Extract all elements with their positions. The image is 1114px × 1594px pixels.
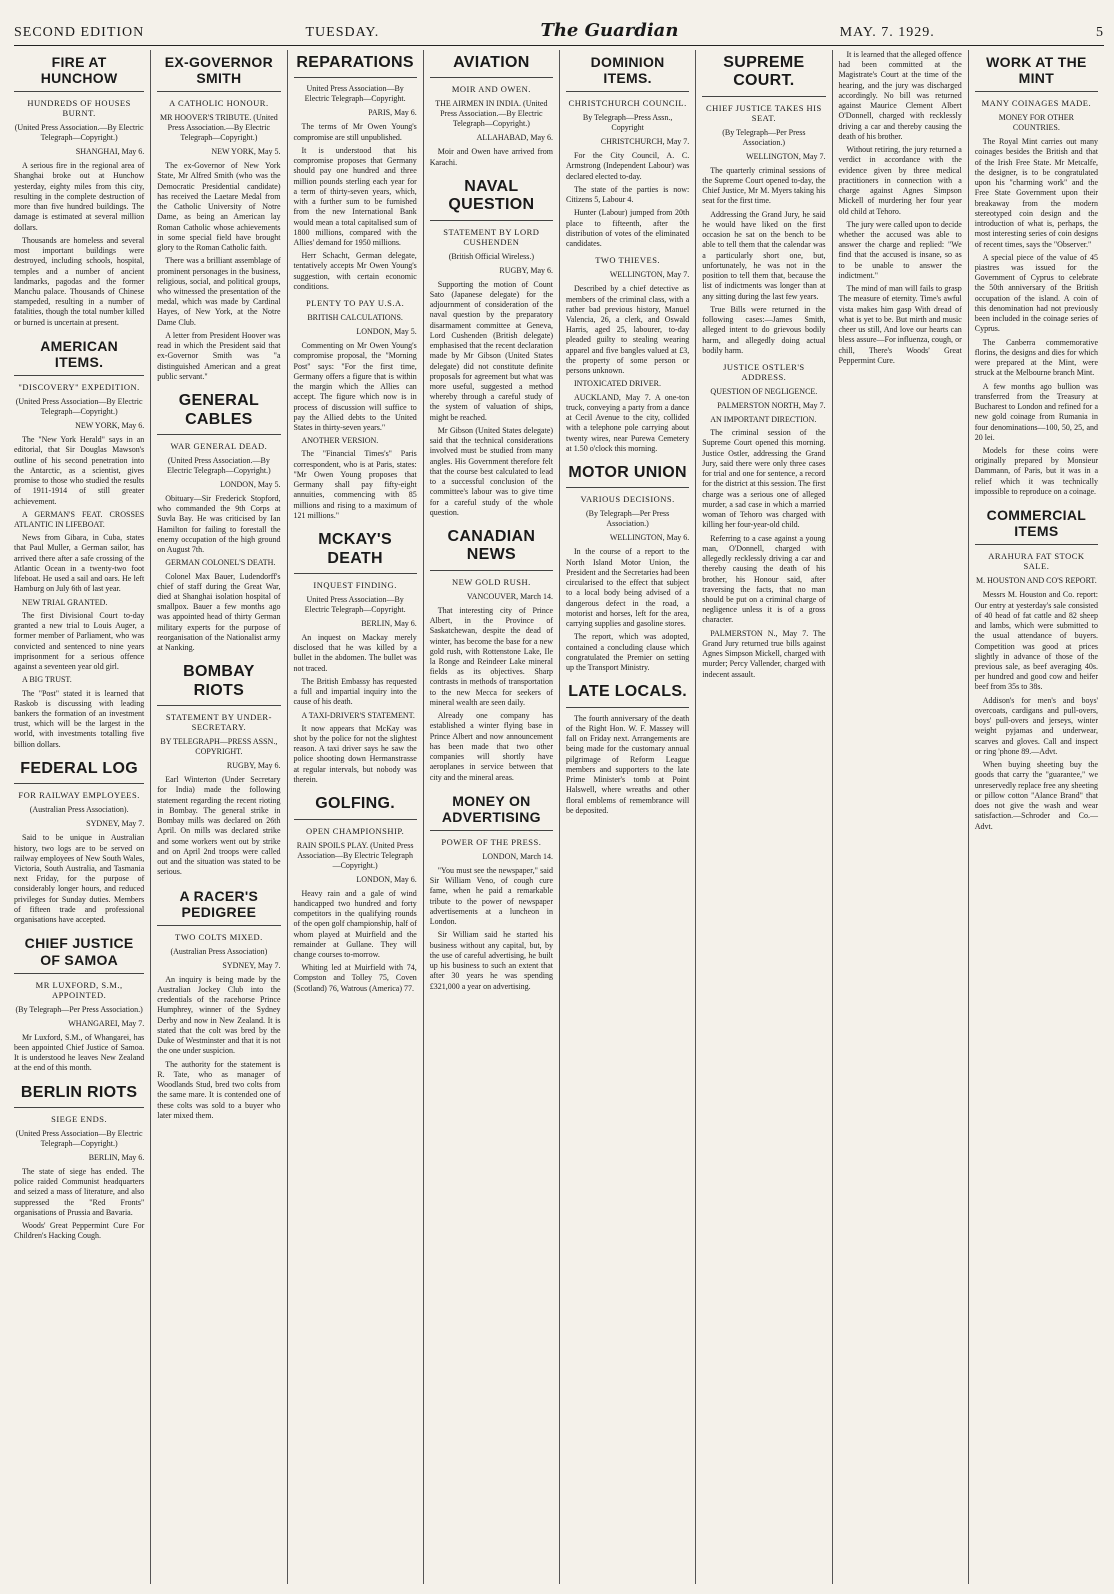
dateline: BERLIN, May 6. xyxy=(88,1152,145,1162)
subheading: FOR RAILWAY EMPLOYEES. xyxy=(18,790,140,801)
paragraph: Thousands are homeless and several most important buildings were destroyed, including schools, hospital, temples and a number of ancient landmarks, pagodas and the former Manchu palace. Thousands of Chinese stampeded, resulting in a number of fatalities, though the total number killed or burned is uncertain at present. xyxy=(14,235,145,327)
credit-line: BY TELEGRAPH—PRESS ASSN., COPYRIGHT. xyxy=(160,737,278,757)
paragraph: The "Financial Times's" Paris correspondent, who is at Paris, states: "Mr Owen Young proposes that Germany shall pay fifty-eight annuities, commencing with 85 millions and rising to a maximum of 121 millions." xyxy=(293,449,417,520)
subheading: CHIEF JUSTICE TAKES HIS SEAT. xyxy=(706,102,822,123)
paragraph: A letter from President Hoover was read in which the President said that ex-Governor Smith was "a distinguished American and a great public servant." xyxy=(157,330,281,381)
date-label: MAY. 7. 1929. xyxy=(839,25,935,40)
masthead xyxy=(14,18,1104,46)
article-body xyxy=(14,161,144,328)
headline: COMMERCIAL ITEMS xyxy=(975,503,1098,545)
dateline: BERLIN, May 6. xyxy=(361,618,417,628)
credit-line: By Telegraph—Press Assn., Copyright xyxy=(582,113,673,133)
dateline: PARIS, May 6. xyxy=(368,108,417,118)
credit-line: (By Telegraph—Per Press Association.) xyxy=(585,509,670,529)
article xyxy=(430,789,553,992)
column-6 xyxy=(695,50,831,1584)
paragraph: Earl Winterton (Under Secretary for India) made the following statement regarding the recent rioting in Bombay. The general strike in Bombay mills was declared on 26th April. On mills was declared strike and some workers went out by strike and on April 2nd troops were called out and the situation was stated to be serious. xyxy=(157,775,281,877)
subheading: MANY COINAGES MADE. xyxy=(981,98,1092,109)
paragraph: A serious fire in the regional area of Shanghai broke out at Hunchow yesterday, eighty miles from this city, resulting in the complete destruction of more than five hundred buildings. The damage is estimated at several million dollars. xyxy=(14,161,145,232)
article-body xyxy=(14,435,144,750)
headline: LATE LOCALS. xyxy=(566,679,689,707)
subheading: JUSTICE OSTLER'S ADDRESS. xyxy=(723,362,805,382)
subheading: VARIOUS DECISIONS. xyxy=(580,494,675,505)
paragraph: "You must see the newspaper," said Sir William Veno, of cough cure fame, when he paid a remarkable tribute to the power of newspaper advertisements at a luncheon in London. xyxy=(429,865,553,927)
headline: BERLIN RIOTS xyxy=(14,1080,144,1108)
credit-line: BRITISH CALCULATIONS. xyxy=(307,313,403,323)
paragraph: Without retiring, the jury returned a verdict in accordance with the evidence given by three medical practitioners in connection with a charge against Agnes Simpson Mickell of murdering her four year old child at Tehoro. xyxy=(838,145,962,216)
subheading: "DISCOVERY" EXPEDITION. xyxy=(18,382,140,393)
article-body xyxy=(14,1033,144,1074)
paragraph: That interesting city of Prince Albert, in the Province of Saskatchewan, despite the dead of winter, has become the base for a new gold rush, with Rottenstone Lake, Ile la Ronge and Reindeer Lake mineral fields as its objectives. Sharp contrasts in methods of transportation to the new Mecca for seekers of mineral wealth are seen daily. xyxy=(429,605,553,707)
article xyxy=(294,791,417,994)
credit-line: United Press Association—By Electric Telegraph—Copyright. xyxy=(304,594,406,614)
article xyxy=(157,388,280,653)
subheading: OPEN CHAMPIONSHIP. xyxy=(305,825,405,836)
credit-line: RAIN SPOILS PLAY. (United Press Association—By Electric Telegraph—Copyright.) xyxy=(296,840,414,870)
subheading: NEW GOLD RUSH. xyxy=(451,576,531,587)
column-7 xyxy=(832,50,968,1584)
paragraph: Models for these coins were originally prepared by Monsieur Dammann, of Paris, but it was in a relief which it was technically impossible to reproduce on a coinage. xyxy=(974,445,1098,496)
dateline: ALLAHABAD, May 6. xyxy=(476,133,553,143)
article xyxy=(14,334,144,750)
subheading: HUNDREDS OF HOUSES BURNT. xyxy=(27,98,131,119)
paragraph: A few months ago bullion was transferred from the Treasury at Bucharest to London and refined for a new gold coinage from Rumania in four denominations—100, 50, 25, and 20 lei. xyxy=(974,381,1098,442)
paragraph: It is understood that his compromise proposes that Germany should pay one hundred and three million pounds sterling each year for a term of thirty-seven years, which, with a further sum to be furnished from the new International Bank would mean a total capitalised sum of 1800 millions, compared with the Allies' demand for 1950 millions. xyxy=(293,145,417,247)
article xyxy=(430,524,553,783)
paragraph: Commenting on Mr Owen Young's compromise proposal, the "Morning Post" says: "For the first time, Germany offers a figure that is within the margin which the Allies can accept. The figure which now is in process of discussion will suffice to pay the Allied debts to the United States in thirty-seven years." xyxy=(293,341,417,433)
subheading: ARAHURA FAT STOCK SALE. xyxy=(988,551,1085,572)
article xyxy=(157,50,280,382)
paragraph: PALMERSTON N., May 7. The Grand Jury returned true bills against Agnes Simpson Mickell, charged with murder; Percy Vallender, charged with indecent assault. xyxy=(702,628,826,679)
dateline: LONDON, May 5. xyxy=(356,327,417,337)
article-body xyxy=(14,1167,144,1242)
paragraph: INTOXICATED DRIVER. xyxy=(574,379,661,389)
paragraph: Colonel Max Bauer, Ludendorff's chief of staff during the Great War, died at Shanghai isolation hospital of smallpox. Bauer a few months ago was appointed head of thirty German military experts for the purpose of reorganisation of the Nationalist army at Nanking. xyxy=(157,571,281,653)
headline: SUPREME COURT. xyxy=(702,50,825,97)
credit-line: THE AIRMEN IN INDIA. (United Press Association.—By Electric Telegraph—Copyright.) xyxy=(435,99,548,129)
dateline: NEW YORK, May 6. xyxy=(75,421,145,431)
article-body xyxy=(157,975,280,1121)
headline: MONEY ON ADVERTISING xyxy=(430,789,553,831)
subheading: POWER OF THE PRESS. xyxy=(441,836,542,847)
dateline: WHANGAREI, May 7. xyxy=(68,1018,145,1028)
paragraph: Messrs M. Houston and Co. report: Our entry at yesterday's sale consisted of 40 head of fat cattle and 82 sheep and lambs, which were submitted to the usual attendance of buyers. Competition was good at prices slightly in advance of those of the previous sale, as beef averaging 40s. per hundred and good cow and heifer beef from 35s to 38s. xyxy=(974,590,1098,692)
paragraph: The mind of man will fails to grasp The measure of eternity. Time's awful vista makes him gasp With dread of what is yet to be. But mirth and music cheer us still, And love our hearts can bless assure—For influenza, cough, or chill, There's Woods' Great Peppermint Cure. xyxy=(838,284,962,365)
article-body xyxy=(566,547,689,673)
article-body xyxy=(430,866,553,992)
headline: NAVAL QUESTION xyxy=(430,174,553,221)
paragraph: AN IMPORTANT DIRECTION. xyxy=(710,415,817,424)
dateline: LONDON, March 14. xyxy=(482,851,553,861)
article-body xyxy=(566,714,689,816)
dateline: PALMERSTON NORTH, May 7. xyxy=(717,401,826,410)
paragraph: Said to be unique in Australian history, two logs are to be served on railway employees of New South Wales, Victoria, South Australia, and Tasmania next Friday, for the purpose of considerably longer hours, and reduced privileges for Sunday duties. Members of fifteen trade and professional organisations have accepted. xyxy=(14,833,145,925)
paragraph: The first Divisional Court to-day granted a new trial to Louis Auger, a former member of Parliament, who was convicted and sentenced to nine years imprisonment for a serious offence against a seventeen year old girl. xyxy=(14,610,145,672)
paragraph: GERMAN COLONEL'S DEATH. xyxy=(165,558,276,568)
dateline: CHRISTCHURCH, May 7. xyxy=(600,137,690,147)
subheading: CHRISTCHURCH COUNCIL. xyxy=(568,98,687,109)
credit-line: MONEY FOR OTHER COUNTRIES. xyxy=(998,113,1074,133)
article-body xyxy=(839,50,962,366)
paragraph: The "New York Herald" says in an editorial, that Sir Douglas Mawson's outline of his second penetration into the Antarctic, as a scientist, gives promise to those who studied the results of 1911-1914 of still greater achievement. xyxy=(14,435,145,506)
paragraph: For the City Council, A. C. Armstrong (Independent Labour) was declared elected to-day. xyxy=(566,151,690,181)
subheading: WAR GENERAL DEAD. xyxy=(170,440,268,451)
paragraph: The jury were called upon to decide whether the accused was able to answer the charge and replied: "We find that the accused is insane, so as to be unable to answer the indictment." xyxy=(838,219,962,280)
article-body xyxy=(702,415,825,680)
article xyxy=(14,50,144,328)
dateline: WELLINGTON, May 7. xyxy=(609,270,690,280)
newspaper-columns xyxy=(14,50,1104,1584)
day-label: TUESDAY. xyxy=(305,25,380,40)
paragraph: A GERMAN'S FEAT. CROSSES ATLANTIC IN LIFEBOAT. xyxy=(14,509,145,529)
headline: WORK AT THE MINT xyxy=(975,50,1098,92)
headline: BOMBAY RIOTS xyxy=(157,659,280,706)
subheading: SIEGE ENDS. xyxy=(51,1113,108,1124)
subheading: A CATHOLIC HONOUR. xyxy=(169,98,269,109)
paragraph: The report, which was adopted, contained a concluding clause which congratulated the Premier on setting up the Transport Ministry. xyxy=(566,632,690,673)
article xyxy=(839,50,962,366)
article-body xyxy=(294,122,417,292)
article xyxy=(975,50,1098,497)
article xyxy=(430,50,553,168)
credit-line: (United Press Association—By Electric Telegraph—Copyright.) xyxy=(15,1128,143,1148)
paragraph: Addison's for men's and boys' overcoats, cardigans and pull-overs, boys' pull-overs and jerseys, winter weight pyjamas and underwear, scarves and gloves. Call and inspect or ring 'phone 89.—Advt. xyxy=(974,695,1098,756)
paragraph: Supporting the motion of Count Sato (Japanese delegate) for the adjournment of consideration of the naval question by the preparatory disarmament committee at Geneva, Lord Cushenden (British delegate) emphasised that the recent declaration made by Mr Gibson (United States delegate) did not constitute definite proposals for agreement but what was more useful, suggested a method whereby through a careful study of the system of valuation of ships, might be reached. xyxy=(429,279,553,422)
paragraph: The terms of Mr Owen Young's compromise are still unpublished. xyxy=(293,122,417,142)
article xyxy=(294,298,417,521)
headline: EX-GOVERNOR SMITH xyxy=(157,50,280,92)
headline: MCKAY'S DEATH xyxy=(294,527,417,574)
subheading: MOIR AND OWEN. xyxy=(451,84,531,95)
paragraph: When buying sheeting buy the goods that carry the "guarantee," we unreservedly replace free any sheeting or pillow cotton "Alance Brand" that does not give the wash and wear satisfaction.—Schroder and Co.—Advt. xyxy=(974,760,1098,831)
article xyxy=(294,50,417,292)
column-4 xyxy=(423,50,559,1584)
dateline: VANCOUVER, March 14. xyxy=(466,591,553,601)
paragraph: It is learned that the alleged offence had been committed at the Magistrate's Court at the time of the hearing, and the jury was discharged accordingly. No bill was returned against Maurice Clement Albert O'Donnell, charged with recklessly driving a car and thereby causing the death of his brother. xyxy=(838,50,962,141)
article-body xyxy=(702,166,825,356)
paragraph: The authority for the statement is R. Tate, who as manager of Woodlands Stud, bred two colts from the same mare. It is contended one of these colts was sold to a buyer who later mixed them. xyxy=(157,1059,281,1120)
article-body xyxy=(157,161,280,382)
paragraph: Addressing the Grand Jury, he said he would have liked on the first occasion he sat on the bench to be able to tell them that the calendar was a particularly short one, but, unfortunately, he was not in the position to tell them that, because the list of indictments was longer than at any sitting during the last few years. xyxy=(702,209,826,301)
paragraph: AUCKLAND, May 7. A one-ton truck, conveying a party from a dance at Cecil Avenue to the city, collided with a telephone pole carrying about twenty wires, near Purewa Cemetery at 1.50 o'clock this morning. xyxy=(566,392,690,453)
paragraph: An inquiry is being made by the Australian Jockey Club into the credentials of the racehorse Prince Humphrey, winner of the Sydney Derby and now in New Zealand. It is stated that the colt was bred by the Duke of Westminster and that it is not the one under suspicion. xyxy=(157,974,281,1056)
dateline: SYDNEY, May 7. xyxy=(222,960,281,970)
headline: MOTOR UNION xyxy=(566,460,689,488)
headline: CHIEF JUSTICE OF SAMOA xyxy=(14,931,144,973)
credit-line: QUESTION OF NEGLIGENCE. xyxy=(710,387,818,396)
article-body xyxy=(14,833,144,925)
credit-line: United Press Association—By Electric Telegraph—Copyright. xyxy=(304,84,406,104)
headline: GENERAL CABLES xyxy=(157,388,280,435)
column-1 xyxy=(14,50,150,1584)
article-body xyxy=(975,590,1098,831)
paragraph: A TAXI-DRIVER'S STATEMENT. xyxy=(301,710,415,720)
subheading: TWO COLTS MIXED. xyxy=(175,931,263,942)
article-body xyxy=(566,151,689,249)
article-body xyxy=(430,280,553,518)
article xyxy=(566,50,689,249)
credit-line: (United Press Association.—By Electric Telegraph—Copyright.) xyxy=(14,123,144,143)
paragraph: News from Gibara, in Cuba, states that Paul Muller, a German sailor, has arrived there after a safe crossing of the Atlantic Ocean in a twenty-two foot lifeboat. He used a sail and oars. He left Hamburg on July 6th of last year. xyxy=(14,533,145,594)
paragraph: Whiting led at Muirfield with 74, Compston and Tolley 75, Coven (Scotland) 76, Watrous (America) 77. xyxy=(293,963,417,993)
dateline: LONDON, May 5. xyxy=(220,479,281,489)
article-body xyxy=(566,284,689,454)
article-body xyxy=(157,775,280,877)
edition-label: SECOND EDITION xyxy=(14,25,145,40)
article-body xyxy=(975,137,1098,497)
article xyxy=(14,1080,144,1242)
headline: A RACER'S PEDIGREE xyxy=(157,884,280,926)
paragraph: Woods' Great Peppermint Cure For Children's Hacking Cough. xyxy=(14,1221,145,1241)
column-3 xyxy=(287,50,423,1584)
article-body xyxy=(294,341,417,521)
paragraph: Sir William said he started his business without any capital, but, by the use of careful advertising, he built up his business to such an extent that after 30 years he was spending £321,000 a year on advertising. xyxy=(429,930,553,991)
paragraph: There was a brilliant assemblage of prominent personages in the business, religious, social, and political groups, who witnessed the presentation of the medal, which was made by Cardinal Hayes, of New York, at the Notre Dame Club. xyxy=(157,256,281,327)
paragraph: The British Embassy has requested a full and impartial inquiry into the cause of his death. xyxy=(293,676,417,707)
subheading: TWO THIEVES. xyxy=(595,255,661,266)
paragraph: An inquest on Mackay merely disclosed that he was killed by a bullet in the abdomen. The bullet was not traced. xyxy=(293,632,417,673)
column-2 xyxy=(150,50,286,1584)
subheading: MR LUXFORD, S.M., APPOINTED. xyxy=(35,979,123,1000)
article xyxy=(294,527,417,785)
dateline: RUGBY, May 6. xyxy=(226,761,281,771)
article xyxy=(566,460,689,673)
article-body xyxy=(294,633,417,785)
paragraph: The "Post" stated it is learned that Raskob is discussing with leading bankers the formation of an investment trust, which will be the largest in the world, with investments totalling five billion dollars. xyxy=(14,688,145,749)
paragraph: The state of the parties is now: Citizens 5, Labour 4. xyxy=(566,184,690,205)
newspaper-title: The Guardian xyxy=(540,20,679,41)
credit-line: (United Press Association—By Electric Telegraph—Copyright.) xyxy=(15,397,143,417)
paragraph: Moir and Owen have arrived from Karachi. xyxy=(429,147,553,167)
credit-line: (United Press Association.—By Electric Telegraph—Copyright.) xyxy=(167,455,271,475)
article xyxy=(702,50,825,356)
headline: REPARATIONS xyxy=(294,50,417,78)
headline: AVIATION xyxy=(430,50,553,78)
paragraph: Obituary—Sir Frederick Stopford, who commanded the 9th Corps at Suvla Bay. He was criticised by Ian Hamilton for failing to forestall the enemy occupation of the high ground on August 7th. xyxy=(157,493,281,555)
paragraph: The ex-Governor of New York State, Mr Alfred Smith (who was the Democratic Presidential candidate) has received the Laetare Medal from the Catholic University of Notre Dame, as being an American lay Roman Catholic whose achievements in some special field have brought glory to the Roman Catholic faith. xyxy=(157,161,281,253)
article-body xyxy=(294,889,417,994)
article xyxy=(430,174,553,518)
article xyxy=(566,255,689,454)
article xyxy=(975,503,1098,832)
article xyxy=(702,362,825,680)
paragraph: Already one company has established a winter flying base in Prince Albert and now announcement has been made that two other companies will shortly have aeroplanes in service between that city and the mineral areas. xyxy=(429,711,553,782)
credit-line: (By Telegraph—Per Press Association.) xyxy=(15,1004,143,1014)
article xyxy=(566,679,689,816)
dateline: NEW YORK, May 5. xyxy=(211,147,281,157)
dateline: LONDON, May 6. xyxy=(356,874,417,884)
paragraph: Hunter (Labour) jumped from 20th place to fifteenth, after the distribution of votes of the eliminated candidates. xyxy=(566,208,690,249)
paragraph: The criminal session of the Supreme Court opened this morning. Justice Ostler, addressing the Grand Jury, said there were only three cases for trial and one for sentence, a record for the district at this session. The first charge was a serious one of alleged murder, a sad case in which a married woman of Tehoro was charged with killing her four-year-old child. xyxy=(702,428,826,530)
paragraph: True Bills were returned in the following cases:—James Smith, alleged intent to do grievous bodily harm, and allegedly doing actual bodily harm. xyxy=(702,304,826,355)
article-body xyxy=(430,606,553,783)
article-body xyxy=(430,147,553,167)
paragraph: NEW TRIAL GRANTED. xyxy=(22,597,108,607)
subheading: PLENTY TO PAY U.S.A. xyxy=(306,298,405,309)
paragraph: Referring to a case against a young man, O'Donnell, charged with allegedly recklessly driving a car and thereby causing the death of his brother, his Honour said, after traversing the facts, that no man should be put on a criminal charge of negligence unless it is of a gross character. xyxy=(702,533,826,625)
article-body xyxy=(157,494,280,654)
paragraph: The Canberra commemorative florins, the designs and dies for which were prepared at the Mint, were struck at the Melbourne branch Mint. xyxy=(974,337,1098,378)
page-number: 5 xyxy=(1095,25,1104,40)
dateline: SYDNEY, May 7. xyxy=(86,819,145,829)
paragraph: In the course of a report to the North Island Motor Union, the President and the Secretaries had been circularised to the effect that subject to a local body being advised of a dangerous defect in the road, a motorist and horses, left for the area, carrying supplies and gasoline stores. xyxy=(566,547,690,629)
headline: FEDERAL LOG xyxy=(14,756,144,784)
column-5 xyxy=(559,50,695,1584)
dateline: WELLINGTON, May 6. xyxy=(609,533,690,543)
paragraph: Mr Luxford, S.M., of Whangarei, has been appointed Chief Justice of Samoa. It is understood he leaves New Zealand at the end of this month. xyxy=(14,1032,145,1073)
credit-line: MR HOOVER'S TRIBUTE. (United Press Association.—By Electric Telegraph—Copyright.) xyxy=(160,113,278,143)
credit-line: (British Official Wireless.) xyxy=(448,251,535,261)
paragraph: It now appears that McKay was shot by the police for not the slightest reason. A taxi driver says he saw the police shooting down Hermanstrasse at regular intervals, but nobody was therein. xyxy=(293,723,417,784)
article xyxy=(14,756,144,926)
column-8 xyxy=(968,50,1104,1584)
article xyxy=(157,659,280,877)
headline: DOMINION ITEMS. xyxy=(566,50,689,92)
credit-line: M. HOUSTON AND CO'S REPORT. xyxy=(976,576,1097,586)
paragraph: Heavy rain and a gale of wind handicapped two hundred and forty competitors in the qualifying rounds of the open golf championship, half of whom played at Muirfield and the remainder at Gullane. They will change courses to-morrow. xyxy=(293,888,417,959)
dateline: RUGBY, May 6. xyxy=(499,265,553,275)
credit-line: (By Telegraph—Per Press Association.) xyxy=(722,127,806,147)
subheading: STATEMENT BY UNDER-SECRETARY. xyxy=(165,712,272,733)
dateline: WELLINGTON, May 7. xyxy=(746,151,826,161)
credit-line: (Australian Press Association) xyxy=(170,946,268,956)
headline: FIRE AT HUNCHOW xyxy=(14,50,144,92)
paragraph: ANOTHER VERSION. xyxy=(301,436,379,446)
subheading: INQUEST FINDING. xyxy=(313,579,397,590)
credit-line: (Australian Press Association). xyxy=(29,805,129,815)
headline: GOLFING. xyxy=(294,791,417,819)
paragraph: A special piece of the value of 45 piastres was issued for the Government of Cyprus to celebrate the 50th anniversary of the British occupation of the island. A coin of this denomination had not previously been included in the coinage series of Cyprus. xyxy=(974,252,1098,334)
headline: AMERICAN ITEMS. xyxy=(14,334,144,376)
paragraph: A BIG TRUST. xyxy=(22,675,72,685)
article xyxy=(14,931,144,1073)
paragraph: The quarterly criminal sessions of the Supreme Court opened to-day, the Chief Justice, Mr M. Myers taking his seat for the first time. xyxy=(702,165,826,206)
paragraph: Herr Schacht, German delegate, tentatively accepts Mr Owen Young's suggestion, with certain economic conditions. xyxy=(293,251,417,291)
article xyxy=(157,884,280,1121)
headline: CANADIAN NEWS xyxy=(430,524,553,571)
paragraph: Described by a chief detective as members of the criminal class, with a rather bad previous history, Manuel Valencia, 26, a clerk, and Oswald Harris, aged 25, labourer, to-day pleaded guilty to stealing wearing apparel and five bangles valued at £3, the property of some person or persons unknown. xyxy=(566,284,690,376)
paragraph: Mr Gibson (United States delegate) said that the technical considerations involved must be studied from many angles. His Government therefore felt that the course best calculated to lead to a successful conclusion of the committee's labour was to give time for a careful study of the whole question. xyxy=(429,425,553,517)
paragraph: The fourth anniversary of the death of the Right Hon. W. F. Massey will fall on Friday next. Arrangements are being made for the customary annual pilgrimage of Reform League members and supporters to the late Prime Minister's tomb at Point Halswell, where wreaths and other floral emblems of remembrance will be deposited. xyxy=(566,713,690,815)
paragraph: The Royal Mint carries out many coinages besides the British and that of the Irish Free State. Mr Metcalfe, the designer, is to be congratulated upon his "charming work" and the Free State Government upon their breakaway from the modern stereotyped coin design and the introduction of what is, perhaps, the most interesting series of coin designs of recent times, says the "Observer." xyxy=(974,137,1098,249)
paragraph: The state of siege has ended. The police raided Communist headquarters and seized a mass of literature, and also suppressed the "Red Fronts" organisations of Prussia and Bavaria. xyxy=(14,1166,145,1217)
dateline: SHANGHAI, May 6. xyxy=(75,147,145,157)
subheading: STATEMENT BY LORD CUSHENDEN xyxy=(443,226,540,247)
